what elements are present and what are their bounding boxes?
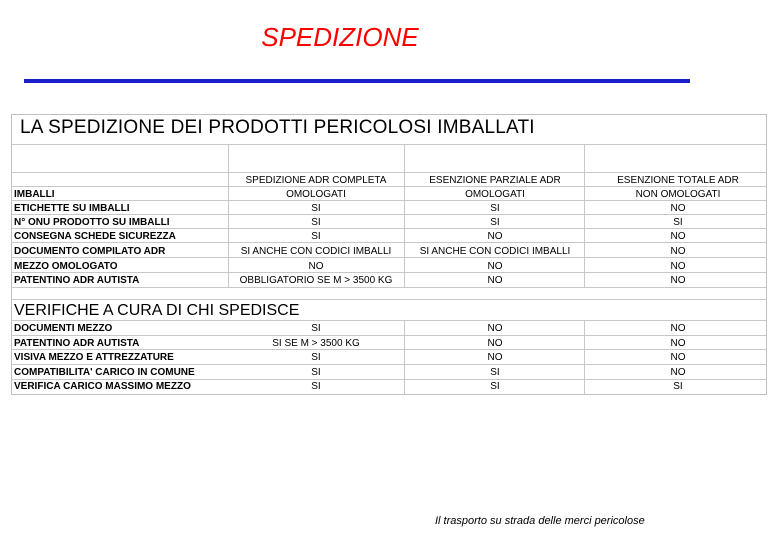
table-cell: SI ANCHE CON CODICI IMBALLI — [419, 246, 571, 257]
row-label: IMBALLI — [14, 189, 55, 200]
table-cell: NO — [487, 323, 503, 334]
table-cell: NO — [670, 352, 686, 363]
table-cell: SI — [311, 367, 321, 378]
table-cell: SI — [490, 217, 500, 228]
grid-line — [11, 299, 767, 300]
footer-caption: Il trasporto su strada delle merci pericolose — [435, 515, 645, 527]
grid-line — [228, 144, 229, 287]
table-cell: NO — [670, 367, 686, 378]
table-cell: NO — [487, 261, 503, 272]
table-cell: SI SE M > 3500 KG — [272, 338, 360, 349]
column-header: ESENZIONE TOTALE ADR — [617, 175, 739, 186]
grid-line — [11, 320, 767, 321]
table-cell: NO — [487, 338, 503, 349]
slide-title: SPEDIZIONE — [261, 22, 419, 52]
table-cell: NON OMOLOGATI — [635, 189, 721, 200]
table-cell: SI — [490, 367, 500, 378]
table-cell: SI ANCHE CON CODICI IMBALLI — [240, 246, 392, 257]
table-cell: OBBLIGATORIO SE M > 3500 KG — [239, 275, 393, 286]
table-cell: SI — [490, 381, 500, 392]
row-label: MEZZO OMOLOGATO — [14, 261, 118, 272]
table-cell: NO — [487, 352, 503, 363]
table-cell: SI — [673, 381, 683, 392]
table-cell: NO — [670, 231, 686, 242]
table-cell: NO — [487, 275, 503, 286]
row-label: COMPATIBILITA' CARICO IN COMUNE — [14, 367, 195, 378]
row-label: DOCUMENTI MEZZO — [14, 323, 113, 334]
grid-line — [584, 144, 585, 287]
row-label: CONSEGNA SCHEDE SICUREZZA — [14, 231, 176, 242]
table-cell: SI — [673, 217, 683, 228]
grid-line — [11, 364, 767, 365]
title-underline — [24, 79, 690, 83]
table-cell: SI — [311, 323, 321, 334]
grid-line — [404, 320, 405, 394]
grid-line — [11, 335, 767, 336]
row-label: N° ONU PRODOTTO SU IMBALLI — [14, 217, 170, 228]
table-cell: SI — [311, 381, 321, 392]
column-header: SPEDIZIONE ADR COMPLETA — [245, 175, 387, 186]
table-cell: NO — [670, 261, 686, 272]
row-label: PATENTINO ADR AUTISTA — [14, 338, 140, 349]
column-header: ESENZIONE PARZIALE ADR — [429, 175, 561, 186]
table-cell: SI — [311, 231, 321, 242]
table-cell: NO — [670, 246, 686, 257]
sheet-title: LA SPEDIZIONE DEI PRODOTTI PERICOLOSI IMBALLATI — [20, 117, 535, 138]
table-cell: SI — [490, 203, 500, 214]
table-cell: SI — [311, 352, 321, 363]
grid-line — [11, 287, 767, 288]
row-label: PATENTINO ADR AUTISTA — [14, 275, 140, 286]
row-label: VISIVA MEZZO E ATTREZZATURE — [14, 352, 174, 363]
grid-line — [11, 172, 767, 173]
grid-line — [584, 320, 585, 394]
table-cell: NO — [308, 261, 324, 272]
table-cell: NO — [487, 231, 503, 242]
table-cell: NO — [670, 323, 686, 334]
table-cell: SI — [311, 203, 321, 214]
row-label: VERIFICA CARICO MASSIMO MEZZO — [14, 381, 191, 392]
section-title: VERIFICHE A CURA DI CHI SPEDISCE — [14, 302, 300, 319]
table-cell: NO — [670, 338, 686, 349]
grid-line — [11, 144, 767, 145]
table-cell: SI — [311, 217, 321, 228]
table-cell: NO — [670, 203, 686, 214]
table-cell: OMOLOGATI — [465, 189, 525, 200]
row-label: DOCUMENTO COMPILATO ADR — [14, 246, 166, 257]
table-cell: OMOLOGATI — [286, 189, 346, 200]
grid-line — [404, 144, 405, 287]
table-cell: NO — [670, 275, 686, 286]
row-label: ETICHETTE SU IMBALLI — [14, 203, 130, 214]
